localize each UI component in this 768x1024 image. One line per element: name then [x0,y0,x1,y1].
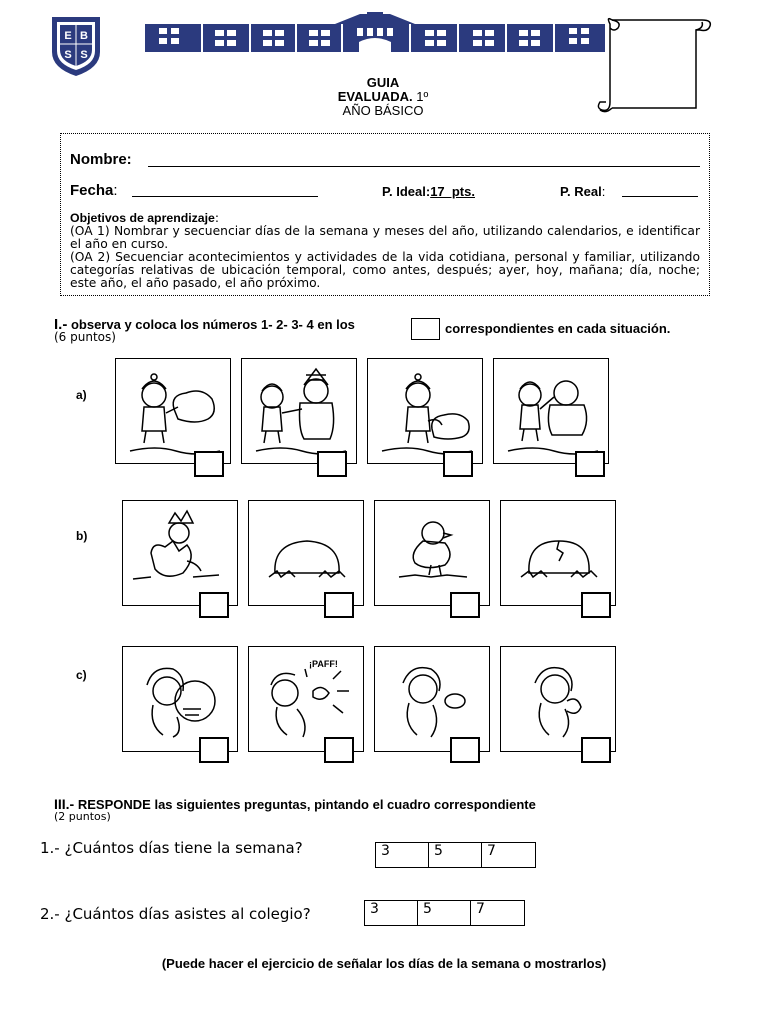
question-2-option[interactable]: 5 [418,901,471,925]
section3-points: (2 puntos) [54,810,111,823]
real-score-label: P. Real [560,184,602,199]
snowman-sequence-4-icon [493,358,609,464]
chick-icon [374,500,490,606]
answer-box-c3[interactable] [450,737,480,763]
question-1-options [375,842,536,868]
title-evaluada: EVALUADA. [337,89,413,104]
objectives-title: Objetivos de aprendizaje [70,211,215,225]
logo-letter: S [80,49,88,61]
row-b-label: b) [76,529,88,543]
answer-box-b2[interactable] [324,592,354,618]
egg-icon [248,500,364,606]
name-field[interactable] [148,166,700,167]
answer-box-a1[interactable] [194,451,224,477]
snowman-sequence-1-icon [115,358,231,464]
answer-box-b4[interactable] [581,592,611,618]
real-score-field[interactable] [622,196,698,197]
logo-letter: B [80,30,88,42]
question-2-option[interactable]: 7 [476,901,485,917]
answer-box-a2[interactable] [317,451,347,477]
row-c-label: c) [76,668,87,682]
snowman-sequence-3-icon [367,358,483,464]
school-building-banner [145,12,605,54]
ideal-score-value: 17 pts. [430,184,475,199]
grade-scroll-icon [592,14,716,116]
title-line-2 [300,90,466,104]
answer-box-b3[interactable] [450,592,480,618]
section1-instruction-b: correspondientes en cada situación. [445,321,671,336]
section1-points: (6 puntos) [54,330,116,344]
section3-numeral: III.- [54,796,75,812]
school-logo [48,14,104,78]
chick-hatching-icon [122,500,238,606]
question-1-option[interactable]: 3 [376,843,429,867]
title-line-3: AÑO BÁSICO [342,103,424,118]
question-2-option[interactable]: 3 [365,901,418,925]
title-grade: 1º [416,89,429,104]
section3-instruction [54,796,536,812]
cracked-egg-icon [500,500,616,606]
snowman-sequence-2-icon [241,358,357,464]
question-1: 1.- ¿Cuántos días tiene la semana? [40,839,303,857]
answer-box-c2[interactable] [324,737,354,763]
section1-numeral: I.- [54,316,68,333]
date-label-wrap: Fecha: [70,182,118,199]
section3-instruction-a: RESPONDE [77,797,151,812]
title-line-1: GUIA [366,75,400,90]
real-score: P. Real: [560,184,606,199]
footer-note: (Puede hacer el ejercicio de señalar los días de la semana o mostrarlos) [161,956,607,971]
answer-box-a3[interactable] [443,451,473,477]
logo-letter: E [64,30,72,42]
answer-box-a4[interactable] [575,451,605,477]
ideal-score [382,184,475,199]
question-2: 2.- ¿Cuántos días asistes al colegio? [40,905,311,923]
date-label: Fecha [70,182,114,199]
ideal-score-label: P. Ideal: [382,184,431,199]
row-a-label: a) [76,388,87,402]
learning-objectives: Objetivos de aprendizaje: (OA 1) Nombrar y secuenciar días de la semana y meses del año, utilizando calendarios, e identificar el año en curso. (OA 2) Secuenciar acontecimientos y actividades de la vida cotidiana, personal y familiar, utilizando categorías relativas de ubicación temporal, como antes, después; ayer, hoy, mañana; día, noche; este año, el año pasado, el año próximo. [70,211,700,290]
answer-box-b1[interactable] [199,592,229,618]
objective-oa1: (OA 1) Nombrar y secuenciar días de la semana y meses del año, utilizando calendarios, e identificar el año en curso. [70,224,700,251]
logo-letter: S [64,49,72,61]
question-1-option[interactable]: 5 [429,843,482,867]
name-label: Nombre: [70,151,132,168]
question-1-option[interactable]: 7 [487,843,496,859]
date-field[interactable] [132,196,318,197]
document-title [300,76,466,118]
paff-text: ¡PAFF! [309,659,338,669]
question-2-options [364,900,525,926]
answer-box-c4[interactable] [581,737,611,763]
section3-instruction-b: las siguientes preguntas, pintando el cuadro correspondiente [154,797,536,812]
objective-oa2: (OA 2) Secuenciar acontecimientos y actividades de la vida cotidiana, personal y familiar, utilizando categorías relativas de ubicación temporal, como antes, después; ayer, hoy, mañana; día, noche; este año, el año pasado, el año próximo. [70,250,700,290]
example-answer-box [411,318,440,340]
answer-box-c1[interactable] [199,737,229,763]
section1-instruction-a: observa y coloca los números 1- 2- 3- 4 en los [70,317,355,332]
